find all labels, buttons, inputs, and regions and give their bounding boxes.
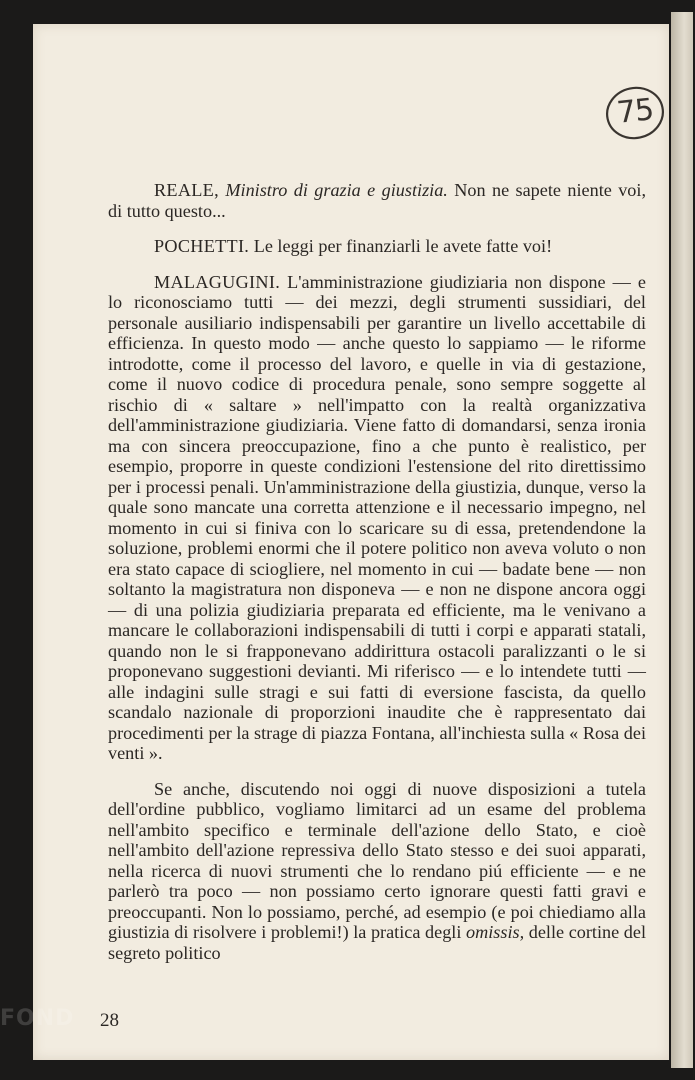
speaker-name: REALE, — [154, 180, 219, 200]
paragraph-pochetti — [108, 236, 646, 257]
speaker-name: POCHETTI. — [154, 236, 250, 256]
paragraph-text: Non ne sapete niente voi, di tutto questo... — [108, 180, 647, 221]
folio-number: 75 — [615, 92, 655, 131]
paragraph-reale — [108, 180, 646, 221]
paragraph-text: Se anche, discutendo noi oggi di nuove disposizioni a tutela dell'ordine pubblico, vogliamo limitarci ad un esame del problema nell'ambito specifico e terminale dell'azione dello Stato, e cioè nell'ambito dell'azione repressiva dello Stato stesso e dei suoi apparati, nella ricerca di nuovi strumenti che lo rendano piú efficiente — e ne parlerò tra poco — non possiamo certo ignorare questi fatti gravi e preoccupanti. Non lo possiamo, perché, ad esempio (e poi chiediamo alla giustizia di risolvere i problemi!) la pratica degli — [108, 778, 646, 942]
speaker-name: MALAGUGINI. — [154, 271, 281, 292]
page-edge — [671, 12, 693, 1068]
italic-term: omissis, — [466, 922, 525, 942]
folio-stamp — [603, 82, 667, 142]
paragraph-text-tail: delle cortine del segreto politico — [108, 922, 647, 963]
watermark: FOND — [0, 1006, 75, 1031]
paragraph-continuation — [108, 779, 646, 964]
paragraph-text: Le leggi per finanziarli le avete fatte voi! — [253, 236, 553, 256]
speaker-role: Ministro di grazia e giustizia. — [225, 180, 448, 200]
body-text — [108, 180, 646, 963]
paragraph-text: L'amministrazione giudiziaria non dispone — e lo riconosciamo tutti — dei mezzi, degli strumenti sussidiari, del personale ausiliario indispensabili per garantire un livello accettabile di efficienza. In questo modo — anche questo lo sappiamo — le riforme introdotte, come il processo del lavoro, e quelle in via di gestazione, come il nuovo codice di procedura penale, sono sempre soggette al rischio di « saltare » nell'impatto con la realtà organizzativa dell'amministrazione giudiziaria. Viene fatto di domandarsi, senza ironia ma con sincera preoccupazione, fino a che punto è realistico, per esempio, proporre in queste condizioni l'estensione del rito direttissimo per i processi penali. Un'amministrazione della giustizia, dunque, verso la quale sono mancate una corretta attenzione e il necessario impegno, nel momento in cui si finiva con lo scaricare su di essa, pretendendone la soluzione, problemi enormi che il potere politico non aveva voluto o non era stato capace di sciogliere, nel momento in cui — badate bene — non soltanto la magistratura non disponeva — e non ne dispone ancora oggi — di una polizia giudiziaria preparata ed efficiente, ma le venivano a mancare le collaborazioni indispensabili di tutti i corpi e apparati statali, quando non le si frapponevano addirittura ostacoli paralizzanti o le si proponevano suggestioni devianti. Mi riferisco — e lo intendete tutti — alle indagini sulle stragi e sui fatti di eversione fascista, da quello scandalo nazionale di proporzioni inaudite che è rappresentato dai procedimenti per la strage di piazza Fontana, all'inchiesta sulla « Rosa dei venti ». — [108, 271, 646, 763]
page-number: 28 — [100, 1010, 119, 1031]
paragraph-malagugini — [108, 272, 646, 764]
